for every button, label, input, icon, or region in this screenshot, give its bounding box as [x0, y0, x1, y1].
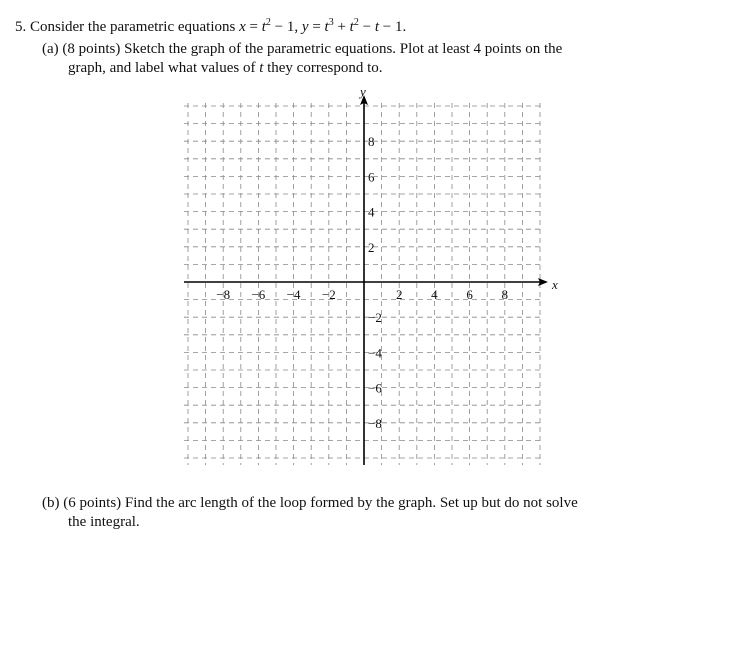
part-b-text1: (6 points) Find the arc length of the loop formed by the graph. Set up but do not solve [63, 495, 578, 511]
x-equation-lhs: x [239, 19, 246, 35]
y-tick-label: −4 [368, 345, 382, 361]
y-equation-t1: t [324, 19, 329, 35]
part-a-text2-pre: graph, and label what values of [68, 60, 256, 76]
part-b-label: (b) [42, 495, 60, 511]
y-equation-t3: t [374, 19, 379, 35]
x-tick-label: 8 [501, 287, 509, 302]
y-tick-label: −2 [368, 310, 382, 326]
part-b-line1 [42, 494, 578, 513]
y-tick-label: −8 [368, 415, 382, 431]
x-tick-label: −4 [286, 287, 301, 302]
x-tick-label: −8 [216, 287, 231, 302]
y-tick-label: 6 [368, 169, 375, 185]
y-tick-label: 4 [368, 204, 375, 220]
part-b-line2 [68, 513, 140, 532]
axes [184, 95, 548, 465]
x-equation-rest: − 1, [274, 19, 299, 35]
x-equation-eq: = [249, 19, 258, 35]
y-equation-eq: = [312, 19, 321, 35]
y-equation-t2: t [349, 19, 354, 35]
problem-number: 5. [15, 19, 27, 35]
x-tick-label: 6 [466, 287, 473, 302]
x-axis-label: x [552, 277, 558, 292]
problem-intro: Consider the parametric equations [30, 19, 236, 35]
x-equation-exp: 2 [265, 17, 271, 28]
y-axis-label: y [360, 84, 366, 99]
part-a-text2-var: t [259, 60, 264, 76]
x-tick-label: −2 [321, 287, 336, 302]
y-equation-plus: + [337, 19, 346, 35]
y-equation-minus: − [362, 19, 372, 35]
y-tick-label: −6 [368, 380, 382, 396]
x-equation-base: t [261, 19, 266, 35]
y-equation-e2: 2 [353, 17, 359, 28]
part-a-text1: (8 points) Sketch the graph of the parametric equations. Plot at least 4 points on the [62, 41, 563, 57]
part-a-text2-post: they correspond to. [267, 60, 383, 76]
y-equation-tail: − 1. [382, 19, 407, 35]
y-equation-lhs: y [301, 19, 309, 35]
part-a-label: (a) [42, 41, 59, 57]
x-tick-label: 4 [431, 287, 438, 302]
y-tick-label: 8 [368, 134, 375, 150]
y-equation-e1: 3 [328, 17, 334, 28]
part-b-text2: the integral. [68, 514, 140, 530]
x-tick-label: −6 [251, 287, 266, 302]
grid-lines [184, 103, 540, 465]
y-tick-label: 2 [368, 239, 375, 255]
x-tick-label: 2 [395, 287, 403, 302]
